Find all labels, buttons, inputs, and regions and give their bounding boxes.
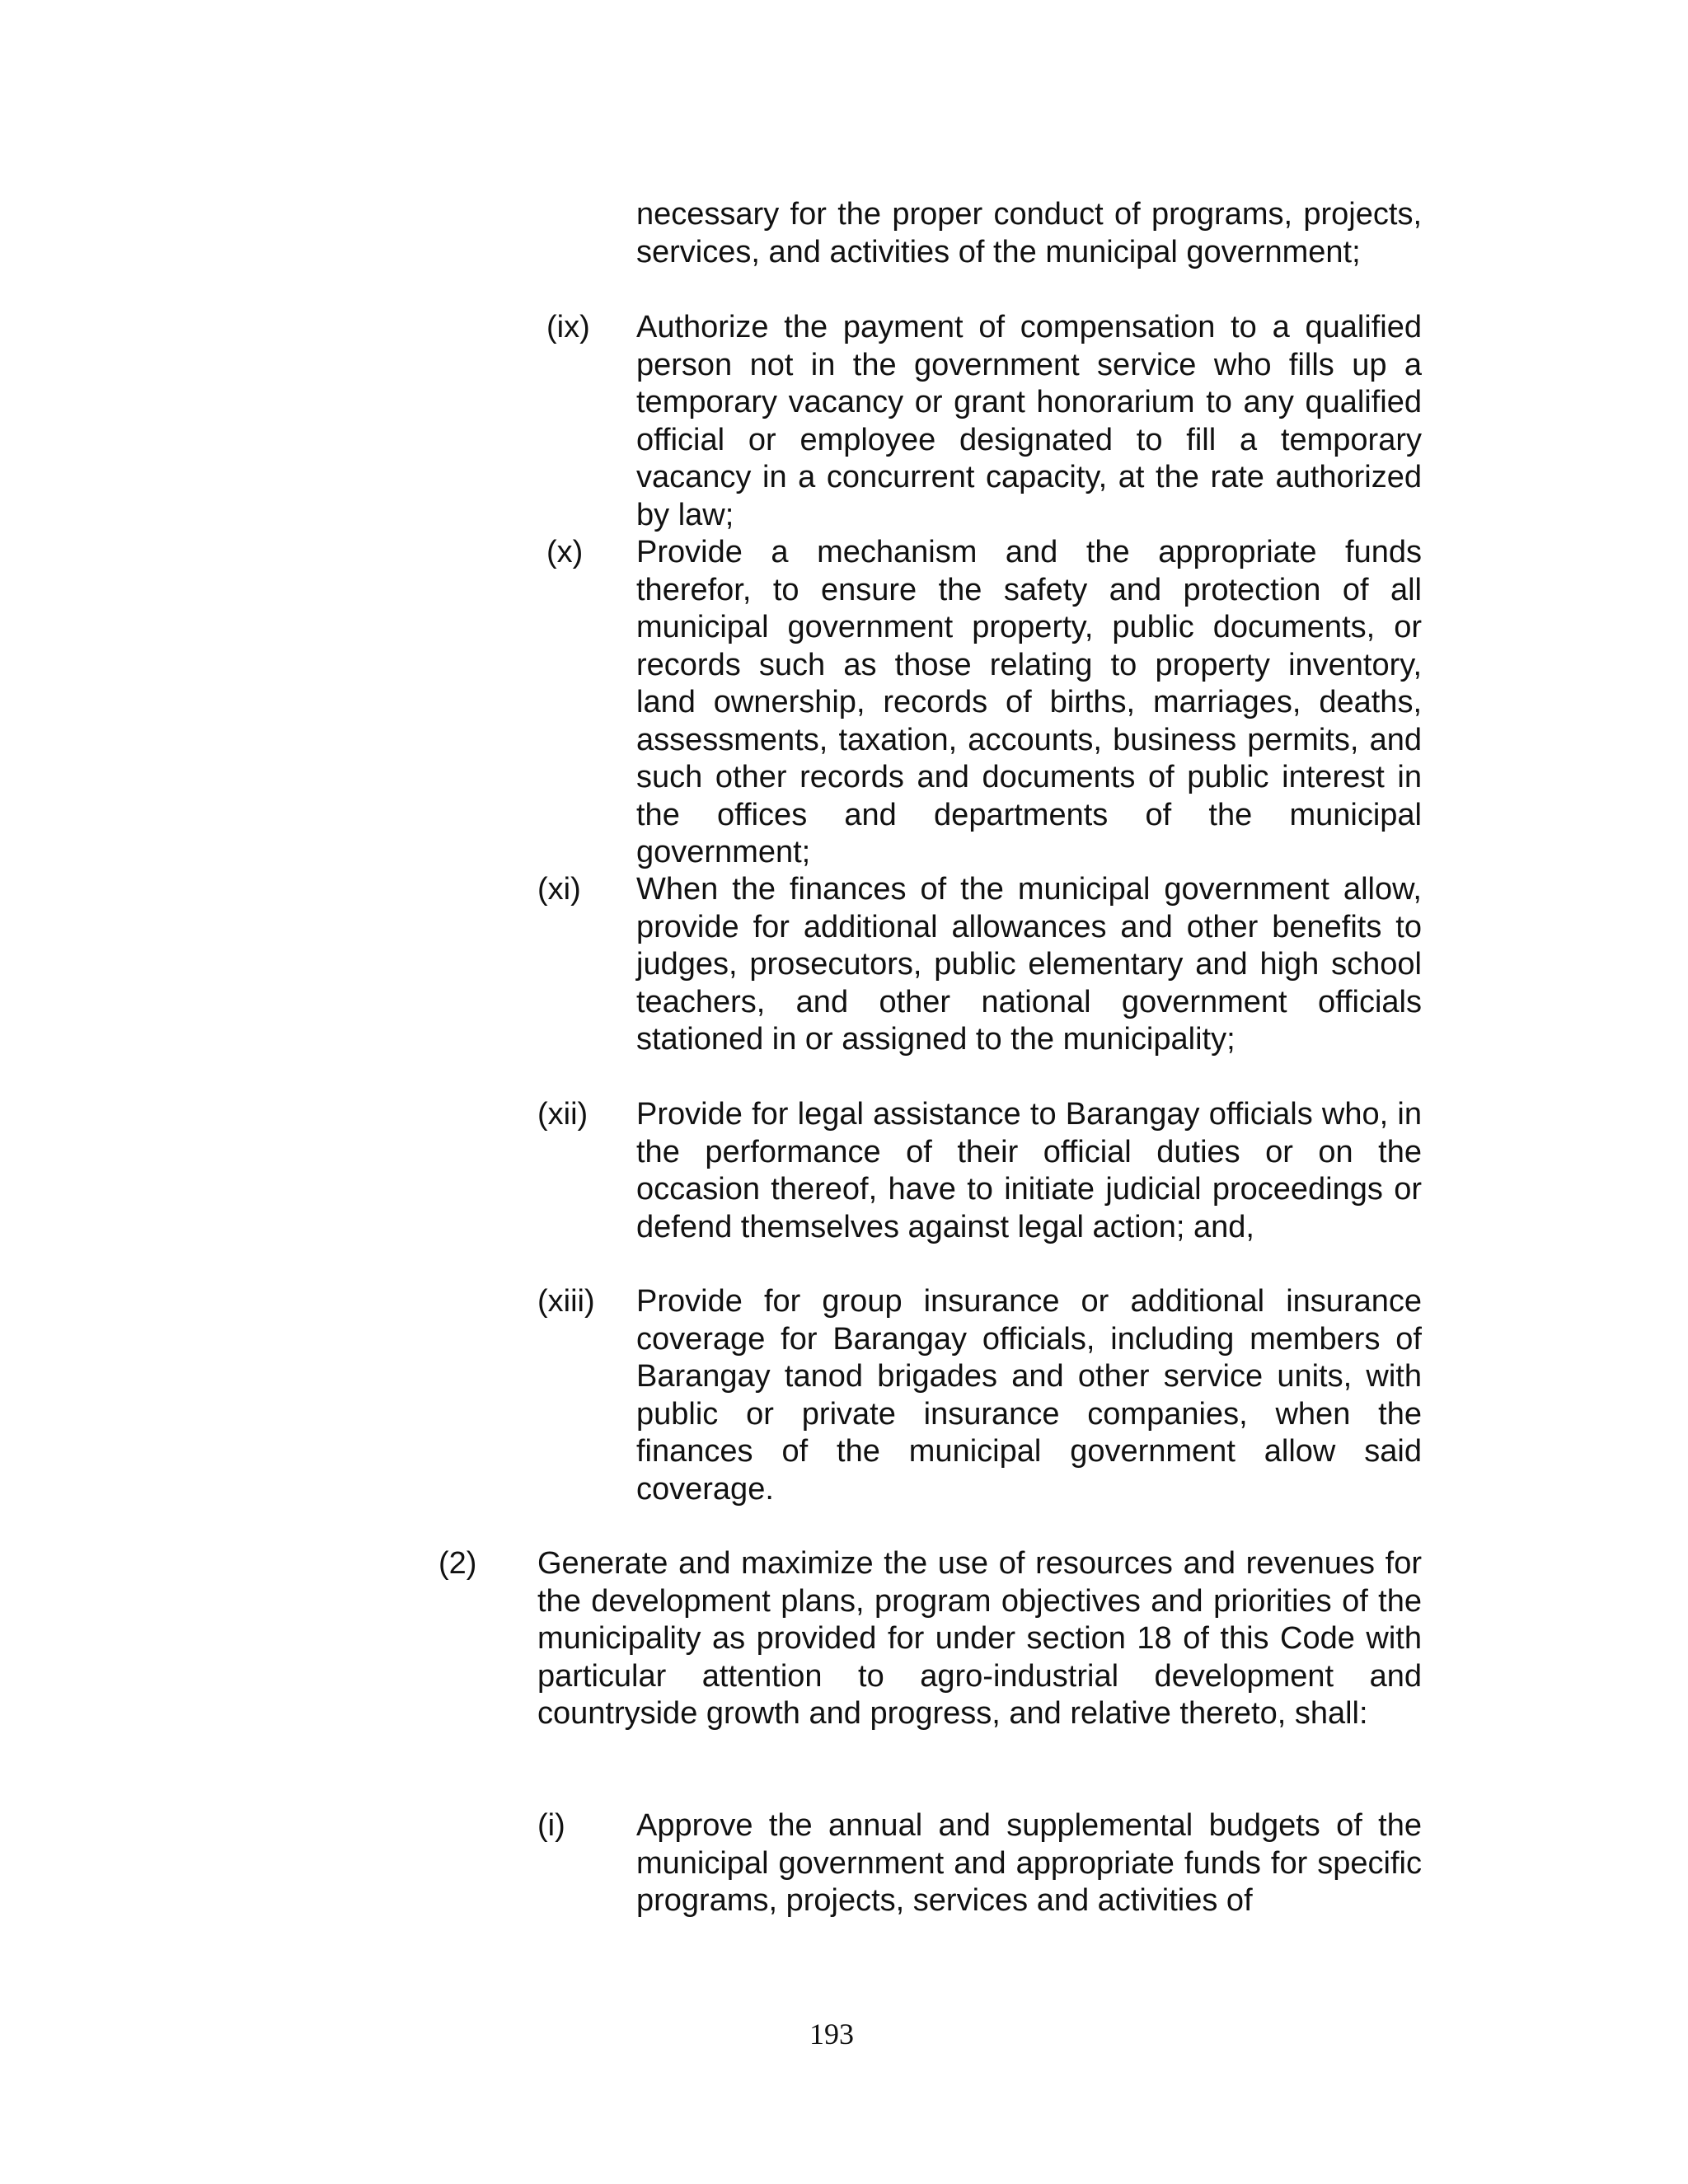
item-marker-xiii: (xiii) (537, 1284, 595, 1319)
item-marker-x: (x) (546, 535, 584, 569)
item-text-xii: Provide for legal assistance to Barangay officials who, in the performance of their official duties or on the occasion thereof, have to initiate judicial proceedings or defend themselves against legal action; and, (636, 1097, 1422, 1244)
item-text-ix: Authorize the payment of compensation to a qualified person not in the government service who fills up a temporary vacancy or grant honorarium to any qualified official or employee designated to fill a temporary vacancy in a concurrent capacity, at the rate authorized by law; (636, 310, 1422, 532)
continuation-paragraph: necessary for the proper conduct of programs, projects, services, and activities of the municipal government; (636, 197, 1422, 269)
section-text-2: Generate and maximize the use of resources and revenues for the development plans, program objectives and priorities of the municipality as provided for under section 18 of this Code with particular attention to agro-industrial development and countryside growth and progress, and relative thereto, shall: (537, 1546, 1422, 1731)
item-marker-xi: (xi) (537, 872, 581, 907)
section-marker-2: (2) (438, 1546, 477, 1581)
item-marker-xii: (xii) (537, 1097, 588, 1132)
item-marker-ix: (ix) (546, 310, 590, 344)
item-text-xi: When the finances of the municipal government allow, provide for additional allowances and other benefits to judges, prosecutors, public elementary and high school teachers, and other national government officials stationed in or assigned to the municipality; (636, 872, 1422, 1057)
item-text-xiii: Provide for group insurance or additional insurance coverage for Barangay officials, including members of Barangay tanod brigades and other service units, with public or private insurance companies, when the finances of the municipal government allow said coverage. (636, 1284, 1422, 1507)
item-text-x: Provide a mechanism and the appropriate funds therefor, to ensure the safety and protection of all municipal government property, public documents, or records such as those relating to property inventory, land ownership, records of births, marriages, deaths, assessments, taxation, accounts, business permits, and such other records and documents of public interest in the offices and departments of the municipal government; (636, 535, 1422, 869)
item-text-i: Approve the annual and supplemental budgets of the municipal government and appropriate funds for specific programs, projects, services and activities of (636, 1808, 1422, 1918)
page-number: 193 (809, 2018, 854, 2050)
item-marker-i: (i) (537, 1808, 565, 1843)
